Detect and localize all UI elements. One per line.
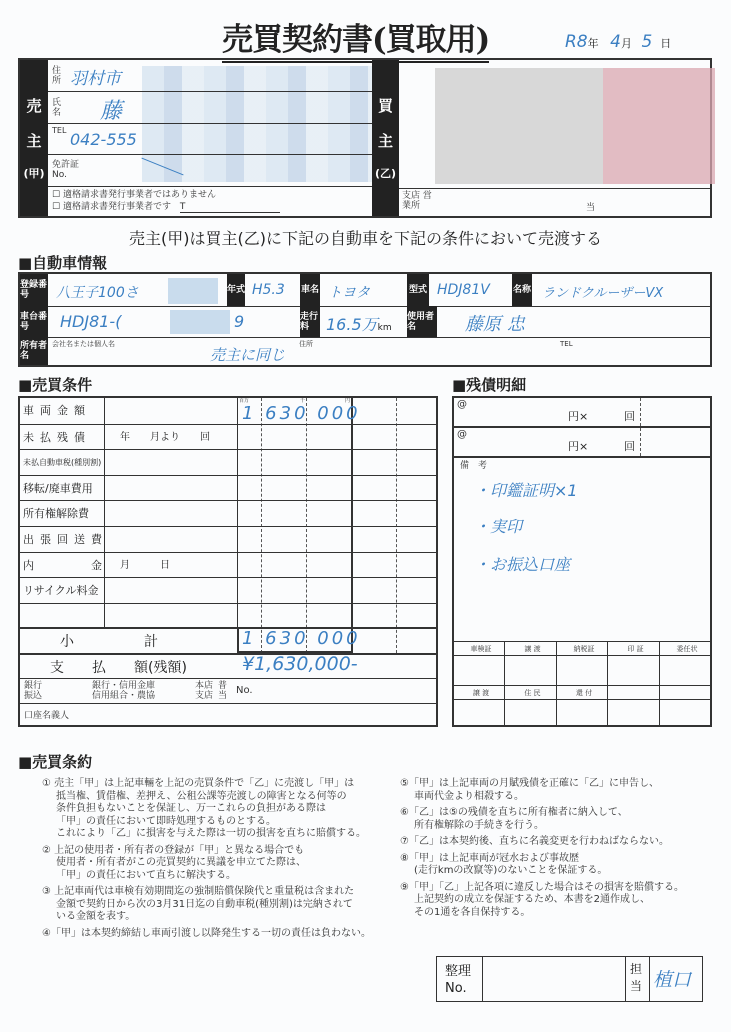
unit-yen: 円 [345,398,351,404]
unit-millions: 百万 [239,398,250,404]
terms-row-label: 未払残債 [23,430,91,444]
account-no-label: No. [236,685,253,696]
remark-item: ・印鑑証明×1 [474,481,578,500]
clauses-left [42,778,392,944]
terms-row [20,475,436,501]
clause-line: ⑦「乙」は本契約後、直ちに名義変更を行わねばならない。 [400,836,669,847]
clause-line: 所有権解除の手続きを行う。 [414,819,544,831]
clause-line: ⑨「甲」「乙」上記各項に違反した場合はその損害を賠償する。 [400,881,684,893]
vehicle-heading: ■自動車情報 [18,254,108,272]
contract-clause [42,778,392,841]
seller-tel: 042-555 [70,130,137,149]
buyer-divider [399,188,712,189]
remark-item: ・実印 [474,517,523,536]
clause-line: ⑥「乙」は⑤の残債を直ちに所有権者に納入して、 [400,807,628,818]
seller-label-a: 売 [26,97,42,115]
contract-heading: ■売買条約 [18,753,93,771]
terms-row [20,526,436,552]
times-label: 回 [624,440,635,453]
terms-row-label: 所有権解除費 [23,507,89,521]
vehicle-table [18,272,712,367]
bank-types: 銀行・信用金庫 信用組合・農協 [92,681,156,701]
mileage-label: 走行料 [300,306,320,337]
buyer-label-a: 買 [377,97,393,115]
clauses-right [400,778,722,923]
clause-line: 金額で契約日から次の3月31日迄の自動車税(種別割)は完納されて [56,898,353,910]
sale-statement: 売主(甲)は買主(乙)に下記の自動車を下記の条件において売渡する [129,229,602,248]
month-unit: 月 [620,37,632,50]
clause-line: 「甲」の責任において直ちに解決する。 [56,869,236,881]
terms-row [20,424,436,450]
contract-date [565,32,671,52]
seller-name: 藤 [100,99,123,124]
owner-address-label: 住所 [299,340,313,348]
clause-line: 「甲」の責任において即時処理するものとする。 [56,815,276,827]
terms-row [20,398,436,424]
date-month: 4 [610,32,621,52]
contract-clause [42,928,392,941]
clause-line: ③ 上記車両代は車検有効期間迄の強制賠償保険代と重量税は含まれた [42,886,355,897]
invoice-t-number: T [180,202,280,213]
contract-clause [400,807,722,832]
clause-line: ⑧「甲」は上記車両が冠水および事故歴 [400,852,579,864]
invoice-option-2[interactable]: ☐ 適格請求書発行事業者です T [52,202,280,213]
owner-company-label: 会社名または個人名 [52,340,115,348]
payment-label: 支 払 額(残額) [50,660,187,676]
mileage-unit: km [377,323,392,333]
registration-number: 八王子100さ [56,285,139,301]
clause-line: これにより「乙」に損害を与えた際は一切の損害を直ちに賠償する。 [56,828,366,839]
redacted-chassis [170,310,230,334]
document-title: 売買契約書(買取用) [222,14,489,63]
terms-row [20,449,436,475]
seller-fields [48,60,372,216]
model-label: 型式 [407,274,429,306]
terms-row-label: 出張回送費 [23,533,108,546]
date-era-year: R8 [565,32,588,52]
parties-box [18,58,712,218]
terms-row [20,552,436,578]
model-code: HDJ81V [437,282,490,298]
license-label: 免許証No. [52,160,80,180]
date-day: 5 [641,32,653,52]
clause-line: いる金額を表す。 [56,911,136,922]
contract-clause [42,845,392,883]
tanto-label: 担当 [630,962,643,993]
terms-row [20,500,436,526]
tanto-name: 植口 [653,969,692,991]
clause-line: 使用者・所有者がこの売買契約に異議を申立てた際は、 [56,857,306,868]
user-name: 藤原 忠 [465,314,525,335]
debt-row [454,398,710,426]
terms-row-sub: 月 日 [120,559,170,571]
contract-clause [400,882,722,920]
terms-heading: ■売買条件 [18,376,93,394]
buyer-tanto-label: 当 [586,203,596,213]
owner-label: 所有者名 [20,337,48,365]
mileage [326,312,392,335]
license-strike-mark [141,158,183,176]
invoice-option-1[interactable]: ☐ 適格請求書発行事業者ではありません [52,190,216,200]
terms-row-label: リサイクル料金 [23,584,99,598]
seller-label [20,60,48,216]
tel-label: TEL [52,126,67,135]
doc-column-label: 納税証 [573,645,595,653]
car-name-label: 名称 [512,274,532,306]
contract-clause [400,853,722,878]
terms-row-label: 車両金額 [23,404,91,417]
model-year: H5.3 [252,282,285,298]
doc-column-label: 印 証 [627,645,644,653]
chassis-label: 車台番号 [20,306,48,337]
bank-transfer-label: 銀行 振込 [24,681,43,701]
clause-line: 車両代金より相殺する。 [414,790,524,802]
terms-table [18,396,438,727]
clause-line: その1通を各自保持する。 [414,906,531,918]
contract-clause [400,778,722,803]
payment-amount: ¥1,630,000- [242,653,358,675]
clause-line: ① 売主「甲」は上記車輛を上記の売買条件で「乙」に売渡し「甲」は [42,778,355,789]
buyer-label-c: (乙) [374,167,397,180]
yen-times-label: 円× [568,440,589,453]
debt-table [452,396,712,727]
year-unit: 年 [587,37,599,50]
clause-line: (走行kmの改竄等)のないことを保証する。 [414,865,608,876]
doc-column-label: 委任状 [676,645,698,653]
maker-label: 車名 [300,274,320,306]
owner-tel-label: TEL [560,340,573,348]
remark-item: ・お振込口座 [474,555,571,574]
clause-line: 条件負担もないことを保証し、万一これらの負担がある際は [56,803,326,814]
at-mark: @ [457,399,467,410]
clause-line: 上記契約の成立を保証するため、本書を2通作成し、 [414,894,650,905]
seiri-no-label: 整理 No. [445,964,472,996]
chassis-tail: 9 [234,312,245,331]
terms-row-label: 内 金 [23,558,108,572]
owner-name: 売主に同じ [210,346,286,364]
terms-row [20,603,436,629]
clause-line: 抵当権、賃借権、差押え、公租公課等売渡しの障害となる何等の [56,790,347,802]
vehicle-price-value: 1 630 000 [242,403,361,424]
car-name: ランドクルーザーVX [542,286,664,301]
branch-label: 支店 営業所 [402,191,432,211]
user-label: 使用者名 [407,306,437,337]
year-label: 年式 [227,274,245,306]
debt-heading: ■残債明細 [452,376,527,394]
buyer-label [372,60,399,216]
account-holder-label: 口座名義人 [24,711,70,721]
account-type: 普 当 [218,681,228,701]
terms-row [20,577,436,603]
filing-box [436,956,703,1002]
clause-line: ② 上記の使用者・所有者の登録が「甲」と異なる場合でも [42,844,305,856]
mileage-value: 16.5万 [326,315,378,334]
unit-thousands: 千 [300,398,306,404]
contract-clause [42,886,392,924]
maker-name: トヨタ [328,285,370,301]
clause-line: ⑤「甲」は上記車両の月賦残債を正確に「乙」に申告し、 [400,778,659,789]
terms-row-label: 未払自動車税(種別割) [23,458,102,468]
doc-column-label: 住 民 [524,689,541,697]
debt-row [454,428,710,456]
redacted-buyer-info [435,68,715,184]
yen-times-label: 円× [568,410,589,423]
chassis-number: HDJ81-( [60,312,122,331]
terms-row-sub: 年 月より 回 [120,431,210,443]
at-mark: @ [457,429,467,440]
day-unit: 日 [660,37,672,50]
doc-column-label: 譲 渡 [524,645,541,653]
subtotal-label: 小 計 [60,634,158,650]
branch-types: 本店 支店 [195,681,214,701]
reg-label: 登録番号 [20,274,48,306]
seller-address: 羽村市 [70,69,121,89]
address-label: 住所 [52,66,62,86]
name-label: 氏名 [52,98,62,118]
subtotal-value: 1 630 000 [242,628,361,649]
invoice-option-1-text: 適格請求書発行事業者ではありません [62,190,216,200]
times-label: 回 [624,410,635,423]
contract-clause [400,836,722,849]
remarks-label: 備 考 [460,461,488,471]
doc-column-label: 車検証 [470,645,492,653]
buyer-label-b: 主 [377,132,393,150]
invoice-option-2-text: 適格請求書発行事業者です [62,202,171,212]
doc-column-label: 還 付 [575,689,593,697]
clause-line: ④「甲」は本契約締結し車両引渡し以降発生する一切の責任は負わない。 [42,927,371,939]
seller-label-b: 主 [26,132,42,150]
doc-column-label: 譲 渡 [472,689,490,697]
redacted-reg [168,278,218,304]
seller-label-c: (甲) [23,167,45,180]
terms-row-label: 移転/廃車費用 [23,481,93,495]
